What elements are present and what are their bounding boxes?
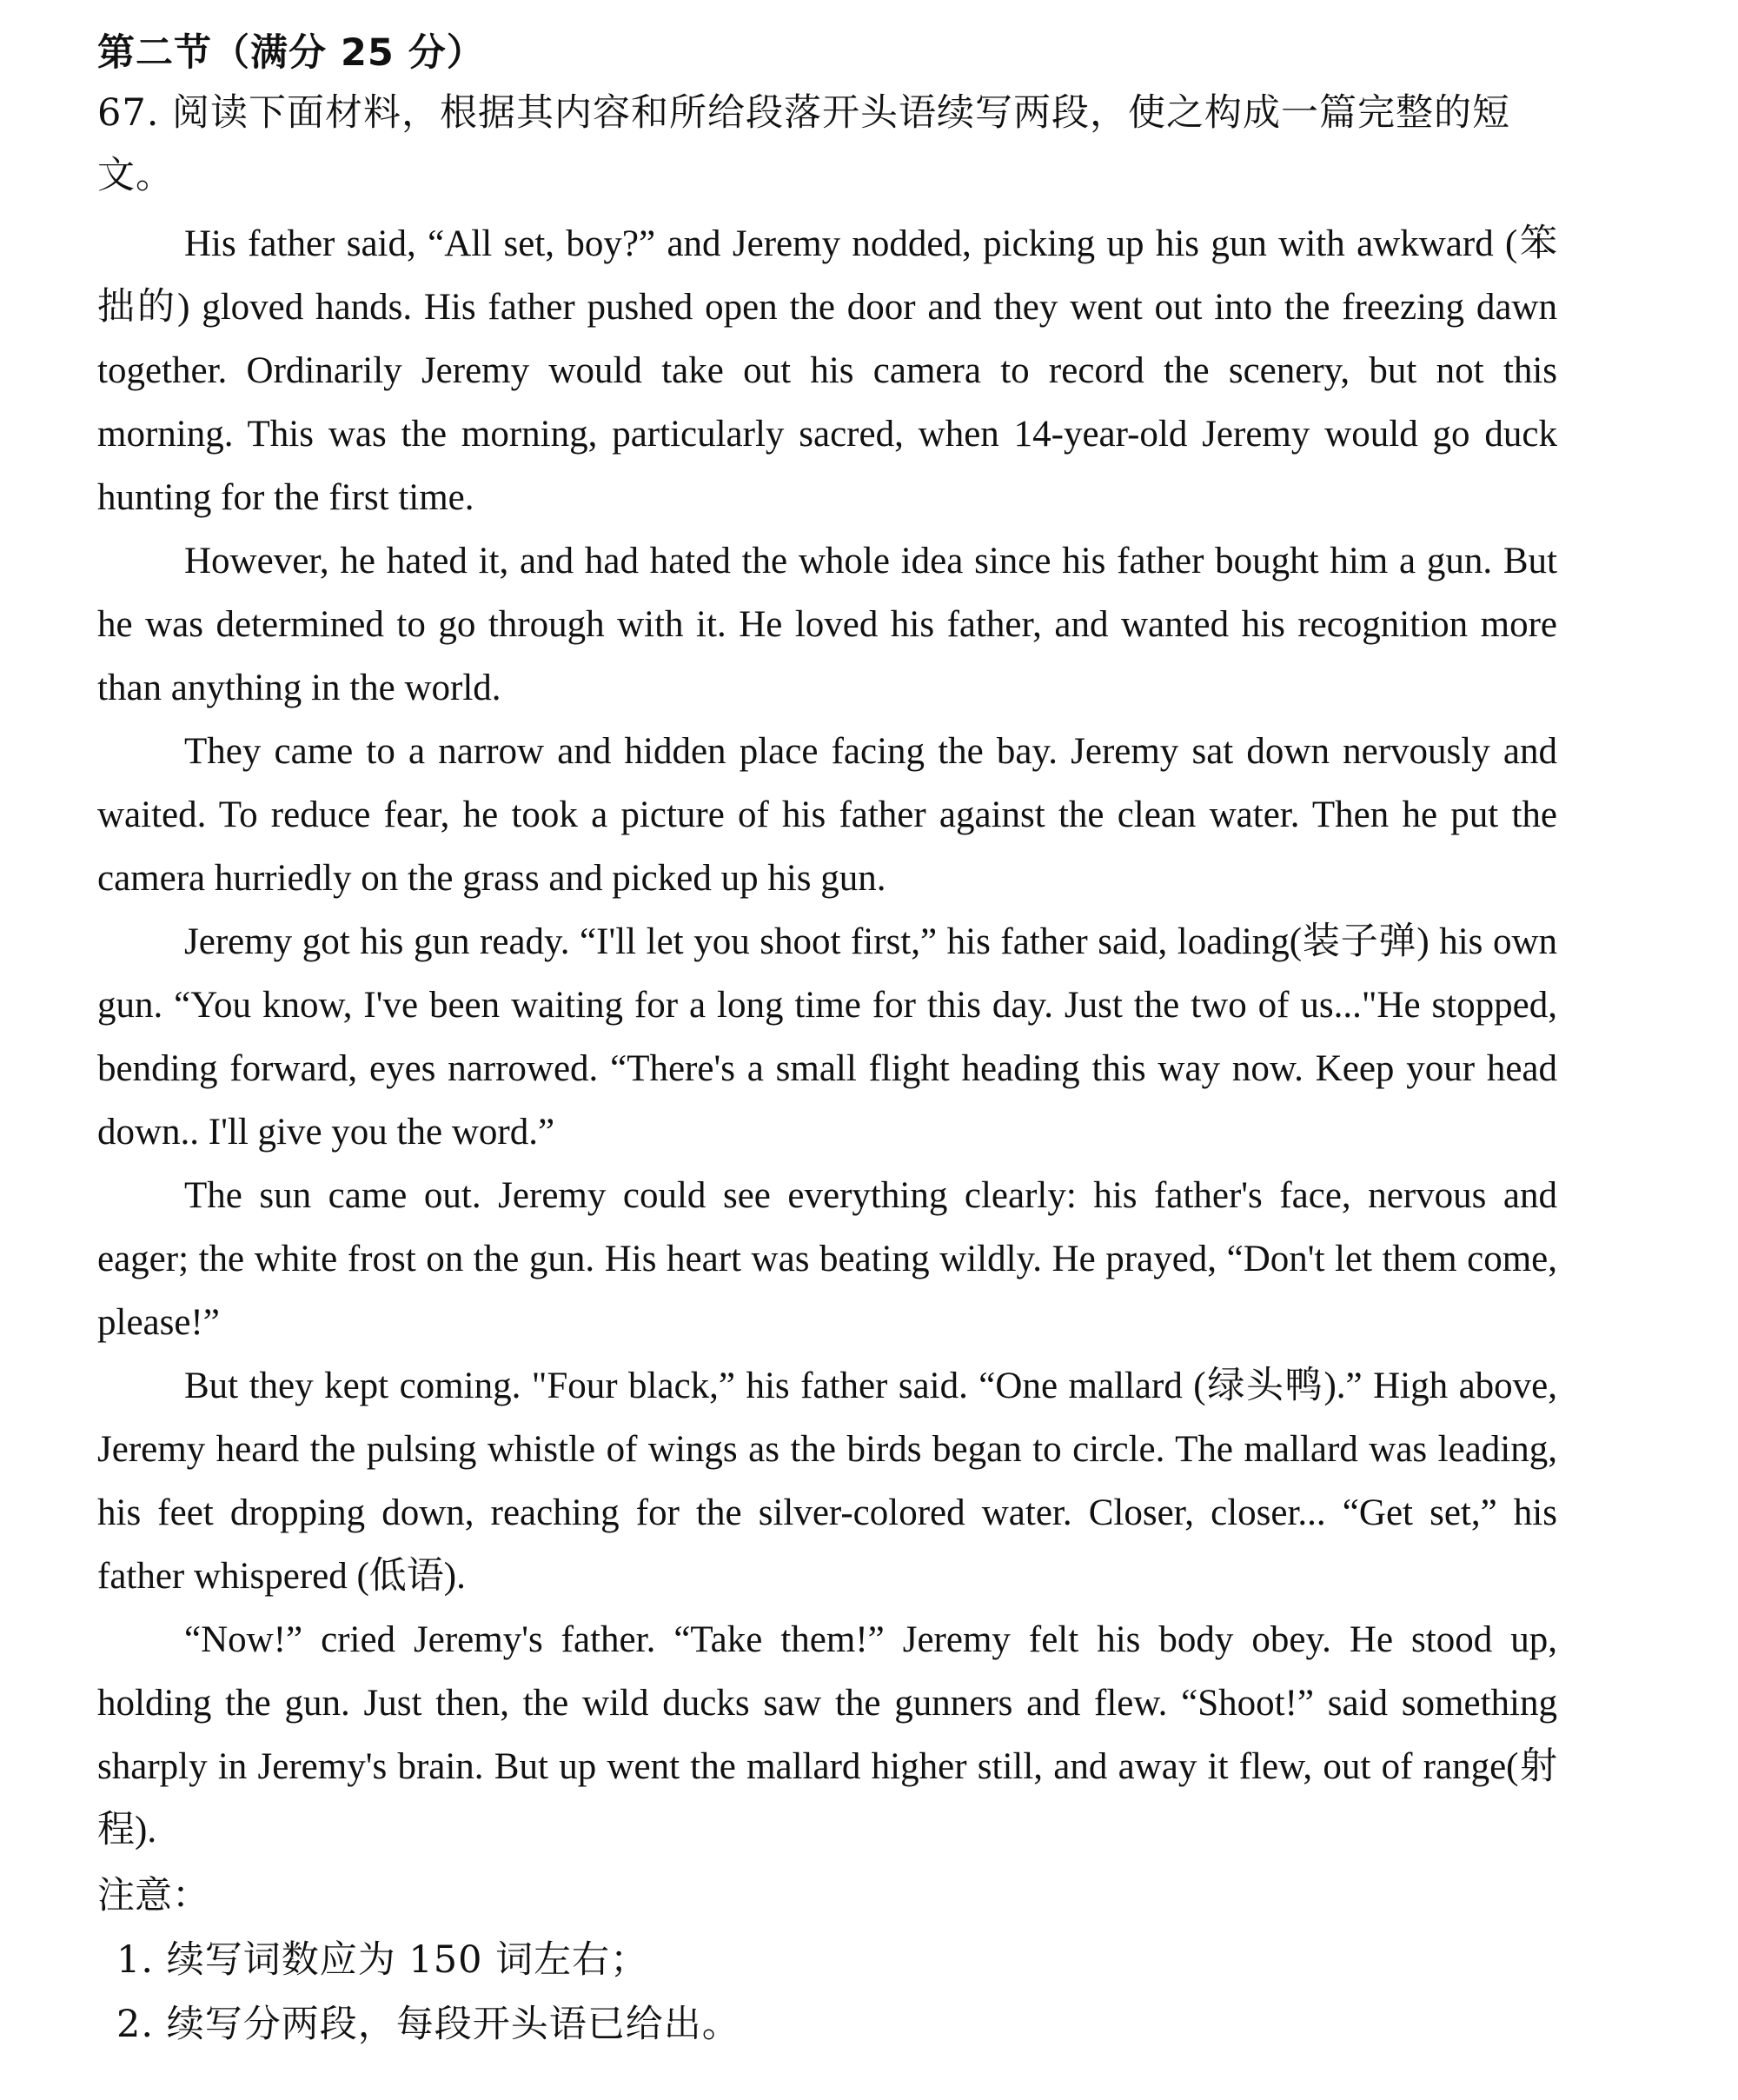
question-instruction: 67. 阅读下面材料，根据其内容和所给段落开头语续写两段，使之构成一篇完整的短文。 [97,91,1511,197]
note-item: 1. 续写词数应为 150 词左右； [116,1938,649,1982]
notes-title: 注意： [97,1874,209,1917]
passage-paragraph: “Now!” cried Jeremy's father. “Take them!” Jeremy felt his body obey. He stood up, holding the gun. Just then, the wild ducks saw the gunners and flew. “Shoot!” said something sharply in Jeremy's brain. But up went the mallard higher still, and away it flew, out of range(射程). [97,1619,1557,1851]
passage-paragraph: But they kept coming. "Four black,” his father said. “One mallard (绿头鸭).” High above, Jeremy heard the pulsing whistle of wings as the birds began to circle. The mallard was leading, his feet dropping down, reaching for the silver-colored water. Closer, closer... “Get set,” his father whispered (低语). [97,1366,1557,1597]
passage-paragraph: His father said, “All set, boy?” and Jeremy nodded, picking up his gun with awkward (笨拙的) gloved hands. His father pushed open the door and they went out into the freezing dawn together. Ordinarily Jeremy would take out his camera to record the scenery, but not this morning. This was the morning, particularly sacred, when 14-year-old Jeremy would go duck hunting for the first time. [97,223,1557,518]
note-item: 2. 续写分两段，每段开头语已给出。 [116,2003,740,2046]
notes-section [97,1864,1557,2057]
passage-paragraph: They came to a narrow and hidden place facing the bay. Jeremy sat down nervously and waited. To reduce fear, he took a picture of his father against the clean water. Then he put the camera hurriedly on the grass and picked up his gun. [97,731,1557,899]
passage-paragraph: The sun came out. Jeremy could see everything clearly: his father's face, nervous and eager; the white frost on the gun. His heart was beating wildly. He prayed, “Don't let them come, please!” [97,1175,1557,1343]
passage-paragraph: However, he hated it, and had hated the whole idea since his father bought him a gun. But he was determined to go through with it. He loved his father, and wanted his recognition more than anything in the world. [97,541,1557,708]
reading-passage [97,212,1557,1862]
passage-paragraph: Jeremy got his gun ready. “I'll let you shoot first,” his father said, loading(装子弹) his own gun. “You know, I've been waiting for a long time for this day. Just the two of us..."He stopped, bending forward, eyes narrowed. “There's a small flight heading this way now. Keep your head down.. I'll give you the word.” [97,921,1557,1153]
section-title: 第二节（满分 25 分） [97,31,485,75]
